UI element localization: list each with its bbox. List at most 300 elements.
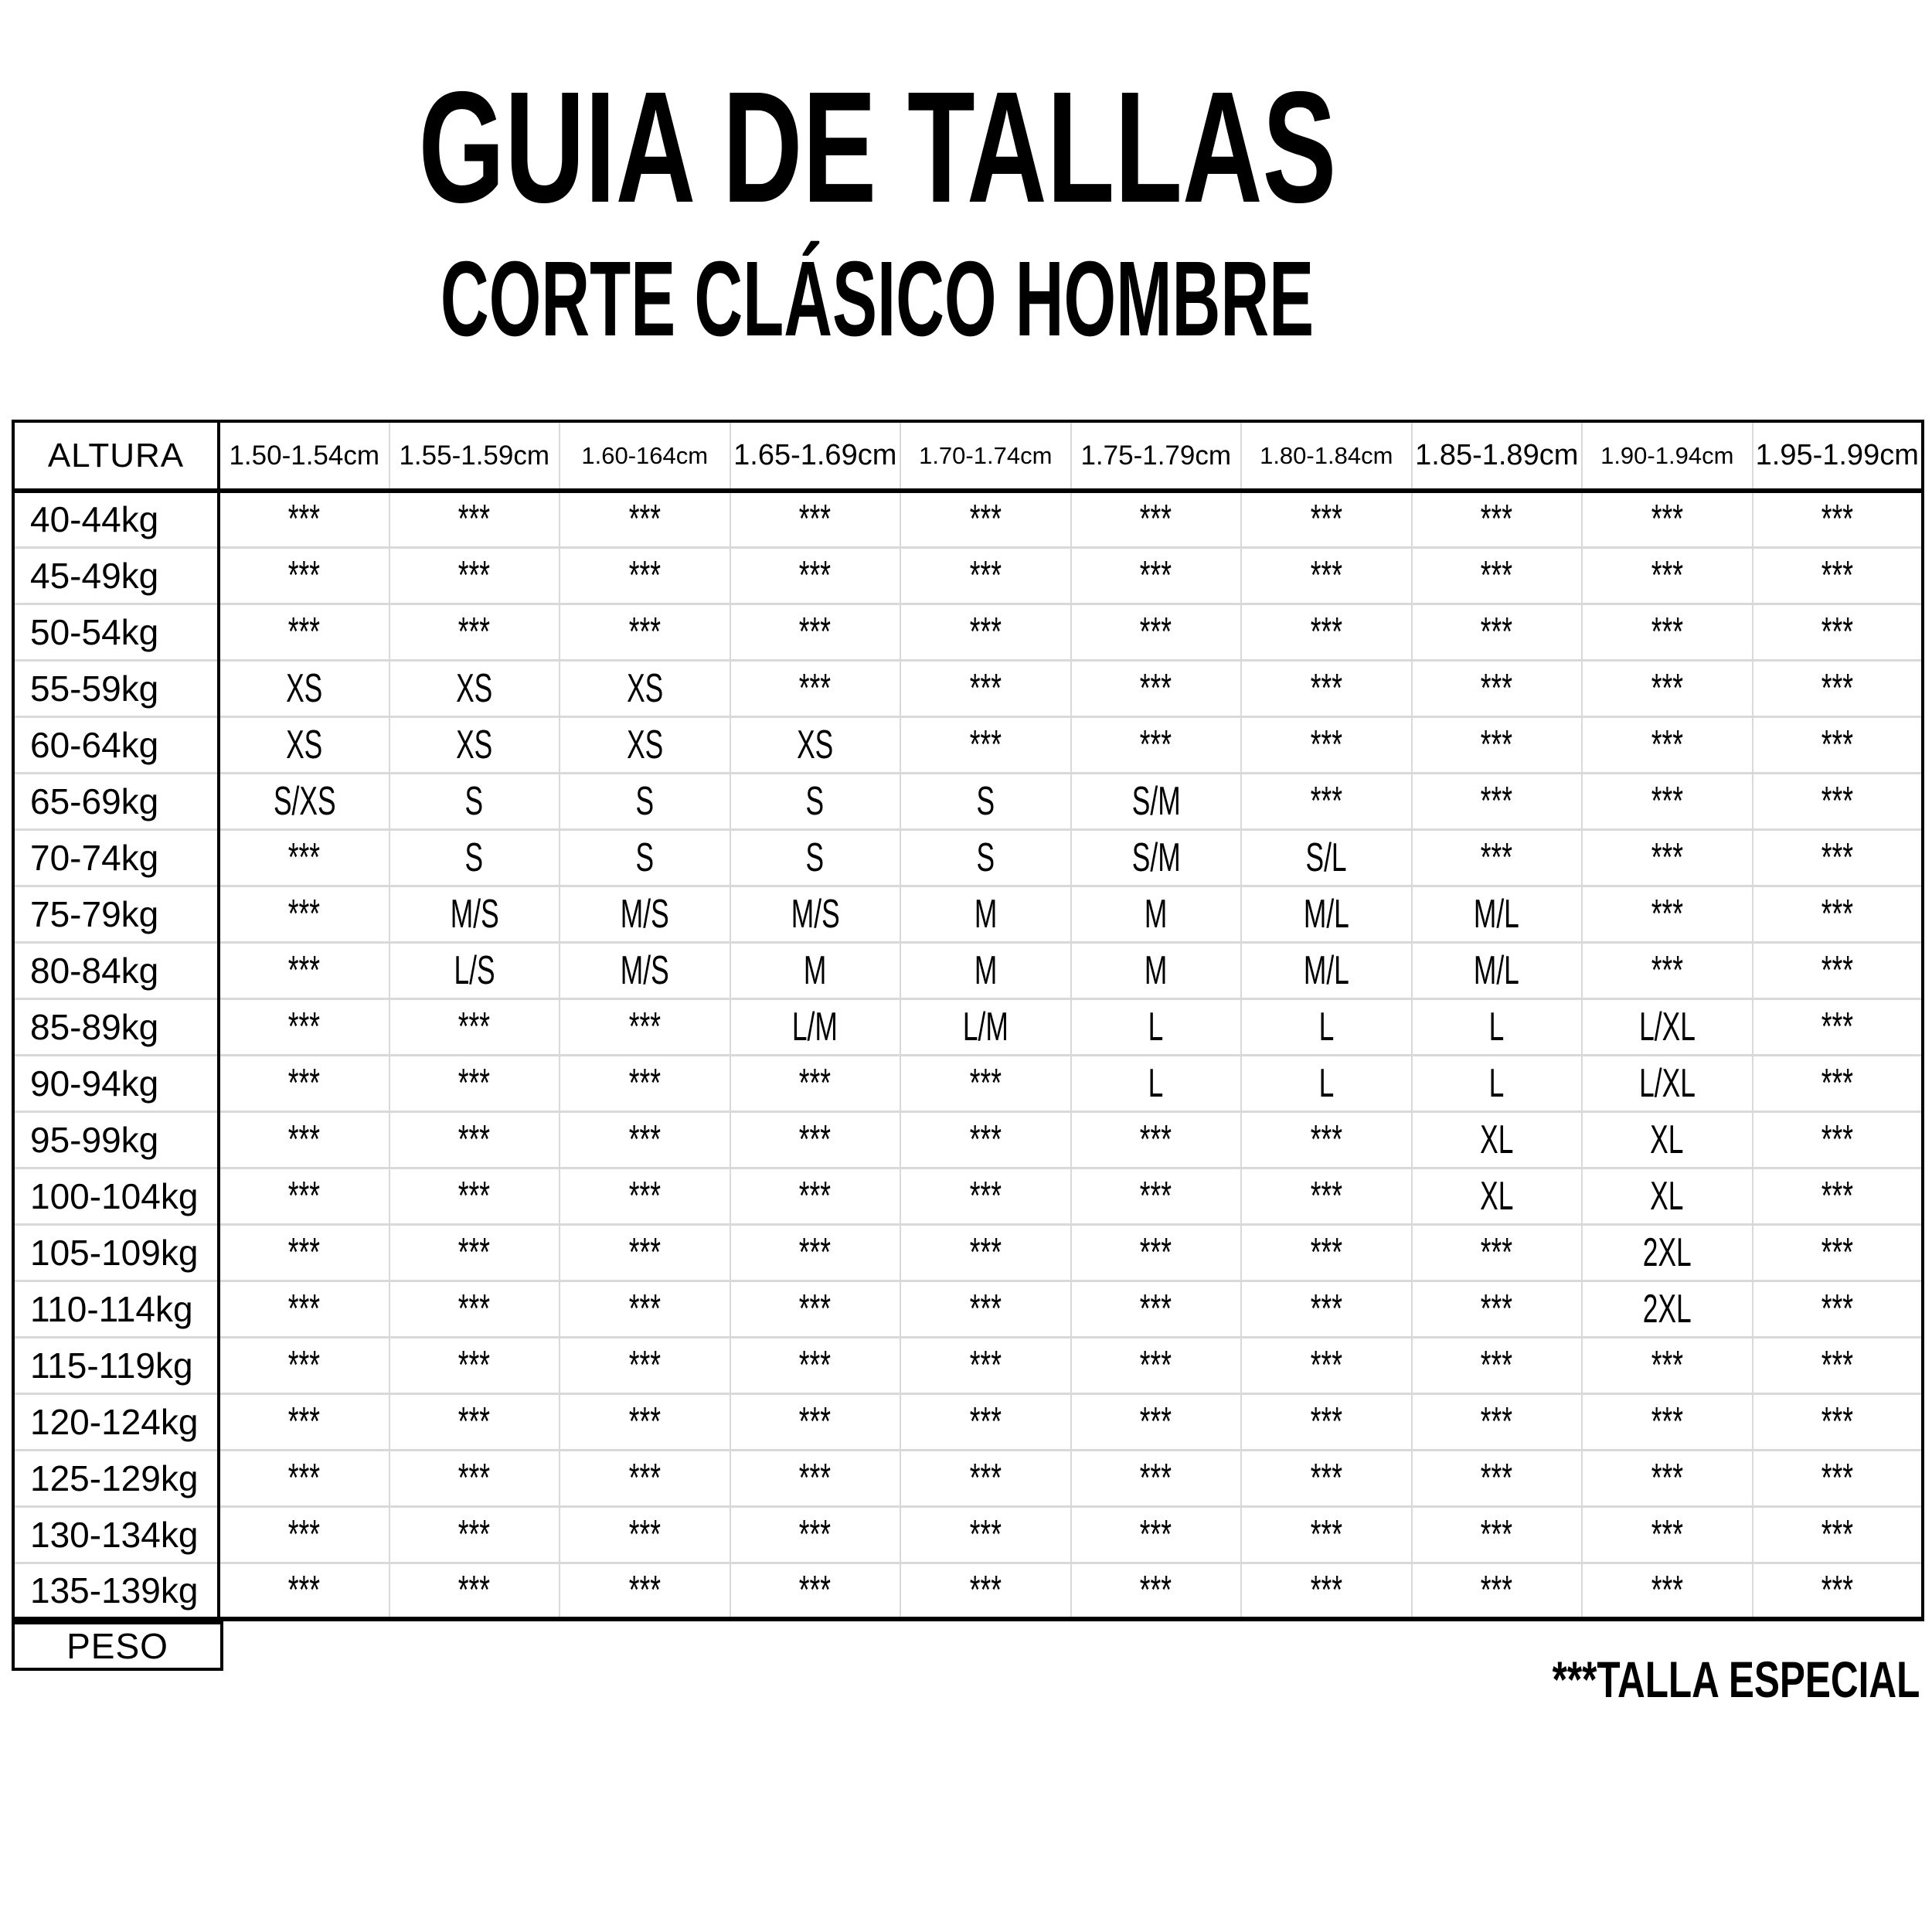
size-cell	[730, 660, 901, 716]
size-cell	[219, 716, 389, 773]
size-value: ***	[969, 1455, 1002, 1501]
size-cell	[730, 1393, 901, 1450]
size-value: ***	[1481, 497, 1513, 543]
size-cell	[730, 942, 901, 998]
size-cell	[900, 660, 1071, 716]
table-row	[13, 491, 1923, 547]
size-value: L	[1148, 1060, 1164, 1106]
size-cell	[389, 942, 560, 998]
size-cell	[900, 491, 1071, 547]
size-cell	[1241, 547, 1412, 604]
size-cell	[730, 998, 901, 1055]
size-cell	[900, 829, 1071, 886]
size-cell	[730, 1506, 901, 1563]
size-cell	[1412, 1055, 1583, 1111]
size-cell	[1582, 942, 1753, 998]
size-cell	[1582, 1393, 1753, 1450]
table-row	[13, 1111, 1923, 1168]
size-value: S/XS	[273, 778, 336, 824]
size-cell	[1241, 660, 1412, 716]
size-value: ***	[1481, 1455, 1513, 1501]
size-cell	[1753, 1111, 1923, 1168]
size-cell	[1071, 1450, 1242, 1506]
weight-row-header: 65-69kg	[13, 773, 219, 829]
height-column-header: 1.80-1.84cm	[1241, 421, 1412, 491]
size-value: L	[1148, 1004, 1164, 1049]
size-cell	[1753, 1055, 1923, 1111]
size-cell	[1582, 886, 1753, 942]
size-cell	[560, 1055, 730, 1111]
size-value: S	[635, 778, 655, 824]
size-cell	[1071, 1168, 1242, 1224]
size-cell	[1412, 1337, 1583, 1393]
height-column-header: 1.95-1.99cm	[1753, 421, 1923, 491]
size-cell	[1753, 998, 1923, 1055]
size-cell	[389, 1168, 560, 1224]
size-cell	[900, 716, 1071, 773]
size-value: ***	[1821, 891, 1853, 937]
size-cell	[1582, 1055, 1753, 1111]
size-value: ***	[1140, 1455, 1172, 1501]
size-value: ***	[288, 1004, 321, 1049]
size-value: M	[804, 947, 827, 993]
size-cell	[1412, 998, 1583, 1055]
size-value: L	[1318, 1004, 1335, 1049]
size-value: ***	[1651, 665, 1683, 711]
table-row	[13, 829, 1923, 886]
size-cell	[560, 1563, 730, 1619]
size-cell	[900, 1563, 1071, 1619]
size-cell	[389, 1450, 560, 1506]
size-value: ***	[969, 1286, 1002, 1332]
size-value: L/M	[962, 1004, 1009, 1049]
size-value: ***	[458, 497, 491, 543]
height-column-header: 1.55-1.59cm	[389, 421, 560, 491]
height-column-header: 1.85-1.89cm	[1412, 421, 1583, 491]
size-cell	[389, 716, 560, 773]
size-cell	[1582, 829, 1753, 886]
size-value: ***	[288, 1567, 321, 1613]
size-value: ***	[1821, 1455, 1853, 1501]
size-cell	[1071, 773, 1242, 829]
size-value: ***	[1651, 1567, 1683, 1613]
size-cell	[900, 1168, 1071, 1224]
size-cell	[730, 1337, 901, 1393]
size-cell	[900, 942, 1071, 998]
size-value: ***	[969, 1060, 1002, 1106]
size-value: ***	[1481, 835, 1513, 880]
size-cell	[1582, 773, 1753, 829]
size-value: ***	[799, 609, 832, 655]
size-cell	[1753, 1168, 1923, 1224]
size-value: XS	[286, 665, 323, 711]
size-cell	[1412, 1168, 1583, 1224]
size-cell	[560, 773, 730, 829]
size-cell	[730, 1168, 901, 1224]
size-cell	[389, 604, 560, 660]
size-cell	[1071, 716, 1242, 773]
size-value: ***	[1310, 1399, 1342, 1444]
size-value: ***	[1651, 497, 1683, 543]
size-value: ***	[1310, 1342, 1342, 1388]
size-value: ***	[1821, 609, 1853, 655]
size-value: ***	[288, 609, 321, 655]
table-row	[13, 660, 1923, 716]
size-cell	[560, 547, 730, 604]
weight-row-header: 55-59kg	[13, 660, 219, 716]
size-cell	[1071, 1055, 1242, 1111]
size-value: ***	[628, 1342, 661, 1388]
size-cell	[219, 886, 389, 942]
size-cell	[389, 1337, 560, 1393]
size-cell	[1753, 660, 1923, 716]
page-subtitle-text: CORTE CLÁSICO HOMBRE	[440, 240, 1315, 359]
size-value: ***	[288, 947, 321, 993]
size-cell	[1071, 1506, 1242, 1563]
size-value: ***	[1310, 1117, 1342, 1162]
size-value: ***	[1481, 1567, 1513, 1613]
size-cell	[900, 1337, 1071, 1393]
page-subtitle	[0, 240, 1754, 359]
size-value: ***	[628, 1399, 661, 1444]
size-value: ***	[1481, 778, 1513, 824]
weight-row-header: 85-89kg	[13, 998, 219, 1055]
size-cell	[560, 1111, 730, 1168]
size-value: ***	[1821, 1004, 1853, 1049]
size-cell	[1753, 942, 1923, 998]
size-value: XS	[797, 722, 834, 767]
size-cell	[1241, 1281, 1412, 1337]
size-cell	[560, 1168, 730, 1224]
size-value: ***	[1821, 778, 1853, 824]
weight-row-header: 45-49kg	[13, 547, 219, 604]
size-value: ***	[1481, 553, 1513, 598]
size-value: ***	[799, 1173, 832, 1219]
size-cell	[1241, 998, 1412, 1055]
size-cell	[560, 886, 730, 942]
size-value: M	[974, 891, 997, 937]
size-cell	[730, 1281, 901, 1337]
height-column-header: 1.60-164cm	[560, 421, 730, 491]
size-value: L	[1488, 1004, 1505, 1049]
size-value: M	[1145, 947, 1168, 993]
size-value: XS	[626, 665, 663, 711]
weight-row-header: 70-74kg	[13, 829, 219, 886]
size-cell	[389, 1224, 560, 1281]
size-cell	[730, 886, 901, 942]
size-value: ***	[288, 1060, 321, 1106]
size-cell	[1753, 1337, 1923, 1393]
size-value: ***	[1140, 1286, 1172, 1332]
size-value: ***	[1821, 1286, 1853, 1332]
height-column-header: 1.50-1.54cm	[219, 421, 389, 491]
size-cell	[900, 547, 1071, 604]
size-value: M/L	[1303, 891, 1349, 937]
table-header	[13, 421, 1923, 491]
size-value: L/XL	[1638, 1060, 1696, 1106]
size-value: ***	[1310, 553, 1342, 598]
table-body	[13, 491, 1923, 1619]
size-cell	[730, 1563, 901, 1619]
size-cell	[1412, 716, 1583, 773]
size-value: ***	[458, 1512, 491, 1557]
size-value: ***	[628, 1117, 661, 1162]
size-value: ***	[1310, 778, 1342, 824]
size-cell	[730, 547, 901, 604]
size-cell	[389, 491, 560, 547]
size-value: XS	[456, 722, 493, 767]
size-cell	[730, 1224, 901, 1281]
size-cell	[1241, 773, 1412, 829]
size-cell	[1412, 660, 1583, 716]
size-value: ***	[458, 1230, 491, 1275]
height-column-header: 1.65-1.69cm	[730, 421, 901, 491]
size-value: ***	[288, 1230, 321, 1275]
size-cell	[1753, 1563, 1923, 1619]
table-row	[13, 886, 1923, 942]
size-value: ***	[1310, 1286, 1342, 1332]
size-cell	[1753, 773, 1923, 829]
size-value: ***	[628, 1567, 661, 1613]
size-cell	[219, 660, 389, 716]
size-value: ***	[799, 1286, 832, 1332]
size-cell	[900, 998, 1071, 1055]
weight-row-header: 50-54kg	[13, 604, 219, 660]
size-value: ***	[1481, 1512, 1513, 1557]
size-cell	[1071, 491, 1242, 547]
size-cell	[1241, 716, 1412, 773]
table-row	[13, 1224, 1923, 1281]
size-cell	[219, 1168, 389, 1224]
size-value: ***	[458, 1060, 491, 1106]
table-row	[13, 1393, 1923, 1450]
size-cell	[560, 998, 730, 1055]
table-row	[13, 1506, 1923, 1563]
size-value: ***	[458, 1399, 491, 1444]
size-cell	[1071, 942, 1242, 998]
size-cell	[219, 1506, 389, 1563]
size-value: ***	[1140, 1173, 1172, 1219]
size-cell	[730, 1111, 901, 1168]
size-value: ***	[1310, 1512, 1342, 1557]
size-value: ***	[1651, 553, 1683, 598]
size-value: ***	[1821, 1060, 1853, 1106]
size-cell	[1753, 829, 1923, 886]
size-cell	[1071, 660, 1242, 716]
size-value: ***	[458, 609, 491, 655]
table-row	[13, 773, 1923, 829]
size-cell	[1071, 1563, 1242, 1619]
size-value: ***	[1140, 665, 1172, 711]
size-cell	[560, 1450, 730, 1506]
size-cell	[1071, 886, 1242, 942]
size-cell	[1412, 1450, 1583, 1506]
size-cell	[1071, 604, 1242, 660]
size-value: ***	[1481, 609, 1513, 655]
size-value: S	[464, 778, 484, 824]
size-value: ***	[628, 1455, 661, 1501]
weight-row-header: 105-109kg	[13, 1224, 219, 1281]
header-row	[13, 421, 1923, 491]
size-value: S	[976, 778, 995, 824]
page-title	[0, 59, 1754, 236]
size-value: ***	[1821, 1230, 1853, 1275]
size-cell	[389, 660, 560, 716]
size-cell	[900, 1393, 1071, 1450]
table-row	[13, 1563, 1923, 1619]
size-value: ***	[1821, 1342, 1853, 1388]
size-value: M/S	[450, 891, 499, 937]
size-cell	[1412, 1281, 1583, 1337]
weight-row-header: 60-64kg	[13, 716, 219, 773]
size-value: ***	[628, 1512, 661, 1557]
size-cell	[1753, 886, 1923, 942]
size-value: ***	[288, 1455, 321, 1501]
size-cell	[389, 1111, 560, 1168]
size-value: XS	[286, 722, 323, 767]
size-value: ***	[969, 1230, 1002, 1275]
size-value: ***	[288, 1117, 321, 1162]
corner-header-altura: ALTURA	[13, 421, 219, 491]
size-cell	[1071, 1337, 1242, 1393]
size-cell	[219, 1224, 389, 1281]
size-cell	[219, 1055, 389, 1111]
size-value: XL	[1650, 1117, 1684, 1162]
size-cell	[389, 1055, 560, 1111]
size-cell	[219, 1450, 389, 1506]
size-value: ***	[1481, 1230, 1513, 1275]
weight-row-header: 120-124kg	[13, 1393, 219, 1450]
size-value: L/S	[454, 947, 495, 993]
size-cell	[1753, 1506, 1923, 1563]
size-value: ***	[1481, 1399, 1513, 1444]
size-value: ***	[1481, 1342, 1513, 1388]
size-value: XS	[456, 665, 493, 711]
size-value: ***	[458, 1455, 491, 1501]
size-value: ***	[458, 1286, 491, 1332]
size-value: S/L	[1305, 835, 1347, 880]
size-cell	[730, 1450, 901, 1506]
size-cell	[560, 1506, 730, 1563]
size-value: L	[1488, 1060, 1505, 1106]
size-cell	[1241, 1506, 1412, 1563]
size-cell	[219, 1563, 389, 1619]
size-value: S/M	[1131, 835, 1181, 880]
size-cell	[1241, 604, 1412, 660]
page-title-text: GUIA DE TALLAS	[418, 59, 1336, 236]
size-value: ***	[288, 1512, 321, 1557]
size-value: M	[1145, 891, 1168, 937]
size-cell	[1071, 829, 1242, 886]
size-value: ***	[799, 553, 832, 598]
size-cell	[219, 491, 389, 547]
size-cell	[1412, 1393, 1583, 1450]
size-cell	[900, 886, 1071, 942]
size-value: ***	[1310, 665, 1342, 711]
size-cell	[219, 1337, 389, 1393]
size-cell	[1241, 1337, 1412, 1393]
size-cell	[1071, 1281, 1242, 1337]
size-cell	[1753, 1450, 1923, 1506]
size-cell	[1241, 1450, 1412, 1506]
size-value: ***	[1481, 665, 1513, 711]
table-row	[13, 716, 1923, 773]
size-cell	[1582, 1337, 1753, 1393]
size-cell	[1753, 491, 1923, 547]
size-value: ***	[969, 1342, 1002, 1388]
size-cell	[900, 1450, 1071, 1506]
size-cell	[560, 1337, 730, 1393]
size-value: ***	[1821, 1512, 1853, 1557]
size-cell	[389, 829, 560, 886]
size-value: ***	[969, 1173, 1002, 1219]
size-value: ***	[1140, 1230, 1172, 1275]
size-value: ***	[1140, 1399, 1172, 1444]
size-value: ***	[1651, 1512, 1683, 1557]
height-column-header: 1.75-1.79cm	[1071, 421, 1242, 491]
size-cell	[1753, 604, 1923, 660]
size-cell	[1412, 886, 1583, 942]
weight-row-header: 110-114kg	[13, 1281, 219, 1337]
size-cell	[1582, 1450, 1753, 1506]
size-cell	[1412, 1111, 1583, 1168]
table-row	[13, 1168, 1923, 1224]
size-cell	[560, 1393, 730, 1450]
size-value: ***	[969, 609, 1002, 655]
size-cell	[1582, 716, 1753, 773]
weight-row-header: 75-79kg	[13, 886, 219, 942]
peso-footer-cell: PESO	[12, 1621, 223, 1671]
size-value: ***	[799, 1060, 832, 1106]
table-row	[13, 604, 1923, 660]
size-value: ***	[1310, 1567, 1342, 1613]
size-cell	[1241, 1055, 1412, 1111]
size-value: ***	[628, 497, 661, 543]
size-cell	[730, 604, 901, 660]
size-value: ***	[1310, 1230, 1342, 1275]
size-value: XL	[1480, 1117, 1514, 1162]
size-value: ***	[969, 665, 1002, 711]
size-cell	[1241, 1563, 1412, 1619]
size-value: S/M	[1131, 778, 1181, 824]
size-cell	[1582, 1563, 1753, 1619]
size-value: 2XL	[1642, 1286, 1692, 1332]
size-value: ***	[628, 1173, 661, 1219]
size-value: ***	[799, 1567, 832, 1613]
size-value: S	[976, 835, 995, 880]
size-value: ***	[288, 497, 321, 543]
size-cell	[560, 829, 730, 886]
size-cell	[730, 716, 901, 773]
size-value: ***	[458, 1173, 491, 1219]
size-cell	[730, 829, 901, 886]
size-value: ***	[1821, 497, 1853, 543]
size-cell	[1582, 1506, 1753, 1563]
size-value: ***	[1310, 1455, 1342, 1501]
weight-row-header: 90-94kg	[13, 1055, 219, 1111]
weight-row-header: 130-134kg	[13, 1506, 219, 1563]
size-cell	[1582, 1281, 1753, 1337]
size-cell	[219, 1393, 389, 1450]
size-cell	[389, 1393, 560, 1450]
table-row	[13, 1450, 1923, 1506]
size-cell	[389, 1281, 560, 1337]
size-value: ***	[1821, 1567, 1853, 1613]
size-cell	[1582, 660, 1753, 716]
size-cell	[1412, 547, 1583, 604]
size-cell	[1071, 998, 1242, 1055]
size-value: ***	[458, 1004, 491, 1049]
